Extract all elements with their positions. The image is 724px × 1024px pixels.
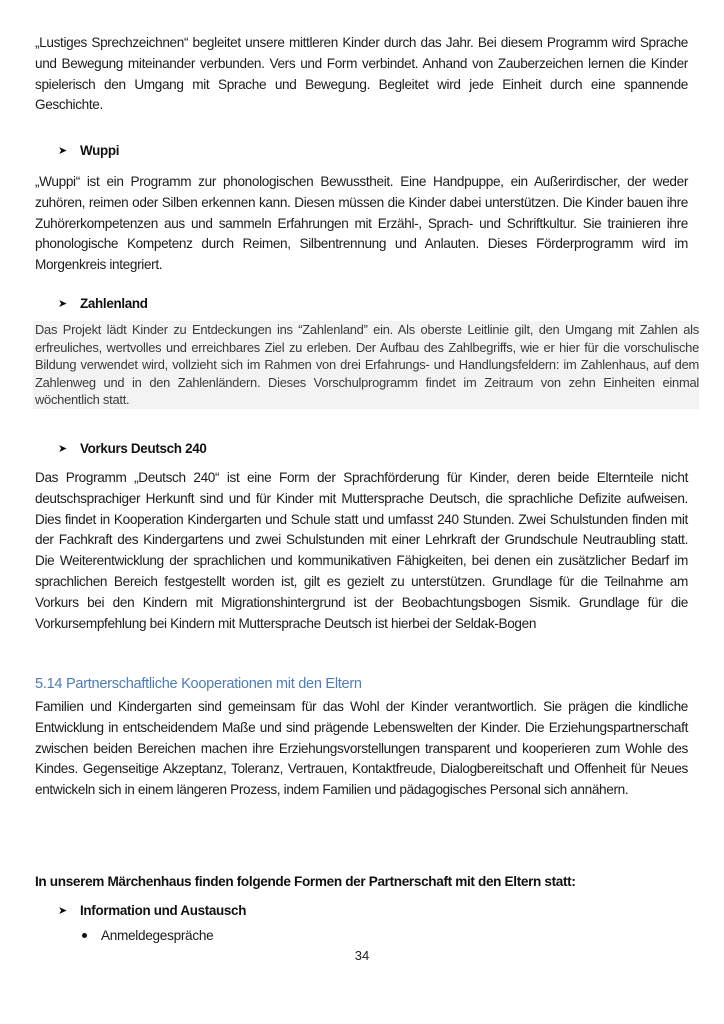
dot-bullet-icon — [82, 933, 87, 938]
program-heading-zahlenland — [58, 296, 148, 311]
arrow-bullet-icon: ➤ — [58, 298, 67, 310]
program-text-vorkurs: Das Programm „Deutsch 240“ ist eine Form der Sprachförderung für Kinder, deren beide Elternteile nicht deutschsprachiger Herkunft sind und für Kinder mit Muttersprache Deutsch, die sprachliche Defizite aufweisen. Dies findet in Kooperation Kindergarten und Schule statt und umfasst 240 Stunden. Zwei Schulstunden finden mit der Fachkraft des Kindergartens und zwei Schulstunden mit einer Lehrkraft der Grundschule Neutraubling statt. Die Weiterentwicklung der sprachlichen und kommunikativen Fähigkeiten, bei denen ein zusätzlicher Bedarf im sprachlichen Bereich festgestellt worden ist, gilt es gezielt zu unterstützen. Grundlage für die Teilnahme am Vorkurs bei den Kindern mit Migrationshintergrund ist der Beobachtungsbogen Sismik. Grundlage für die Vorkursempfehlung bei Kindern mit Muttersprache Deutsch ist hierbei der Seldak-Bogen — [35, 470, 688, 631]
program-title: Zahlenland — [80, 296, 148, 311]
program-title: Vorkurs Deutsch 240 — [80, 441, 207, 456]
section-heading: 5.14 Partnerschaftliche Kooperationen mit den Eltern — [35, 676, 362, 692]
intro-paragraph: „Lustiges Sprechzeichnen“ begleitet unsere mittleren Kinder durch das Jahr. Bei diesem Programm wird Sprache und Bewegung miteinander verbunden. Vers und Form verbindet. Anhand von Zauberzeichen lernen die Kinder spielerisch den Umgang mit Sprache und Bewegung. Begleitet wird jede Einheit durch eine spannende Geschichte. — [35, 35, 688, 113]
arrow-bullet-icon: ➤ — [58, 905, 67, 917]
program-title: Wuppi — [80, 143, 120, 158]
program-heading-vorkurs — [58, 441, 207, 456]
arrow-bullet-icon: ➤ — [58, 145, 67, 157]
program-text-wuppi: „Wuppi“ ist ein Programm zur phonologischen Bewusstheit. Eine Handpuppe, ein Außerirdischer, der weder zuhören, reimen oder Silben erkennen kann. Diesen müssen die Kinder dabei unterstützen. Die Kinder bauen ihre Zuhörerkompetenzen aus und sammeln Erfahrungen mit Erzähl-, Sprach- und Schriftkultur. Sie trainieren ihre phonologische Kompetenz durch Reimen, Silbentrennung und Anlauten. Dieses Förderprogramm wird im Morgenkreis integriert. — [35, 174, 688, 273]
arrow-bullet-icon: ➤ — [58, 443, 67, 455]
form-heading-information — [58, 903, 246, 918]
list-item-label: Anmeldegespräche — [101, 928, 214, 943]
page-number: 34 — [354, 948, 370, 963]
form-title: Information und Austausch — [80, 903, 247, 918]
section-paragraph: Familien und Kindergarten sind gemeinsam für das Wohl der Kinder verantwortlich. Sie prägen die kindliche Entwicklung in entscheidendem Maße und sind prägende Lebenswelten der Kinder. Die Erziehungspartnerschaft zwischen beiden Bereichen machen ihre Erziehungsvorstellungen transparent und kooperieren zum Wohle des Kindes. Gegenseitige Akzeptanz, Toleranz, Vertrauen, Kontaktfreude, Dialogbereitschaft und Offenheit für Neues entwickeln sich in einem längeren Prozess, indem Familien und pädagogisches Personal sich annähern. — [35, 699, 688, 798]
program-heading-wuppi — [58, 143, 119, 158]
list-item — [82, 928, 213, 943]
forms-intro: In unserem Märchenhaus finden folgende Formen der Partnerschaft mit den Eltern statt: — [35, 874, 576, 889]
program-text-zahlenland: Das Projekt lädt Kinder zu Entdeckungen ins “Zahlenland” ein. Als oberste Leitlinie gilt, den Umgang mit Zahlen als erfreuliches, wertvolles und erreichbares Ziel zu erleben. Der Aufbau des Zahlbegriffs, wie er hier für die vorschulische Bildung verwendet wird, vollzieht sich im Rahmen von drei Erfahrungs- und Handlungsfeldern: im Zahlenhaus, auf dem Zahlenweg und in den Zahlenländern. Dieses Vorschulprogramm findet im Zeitraum von zehn Einheiten einmal wöchentlich statt. — [35, 322, 699, 408]
